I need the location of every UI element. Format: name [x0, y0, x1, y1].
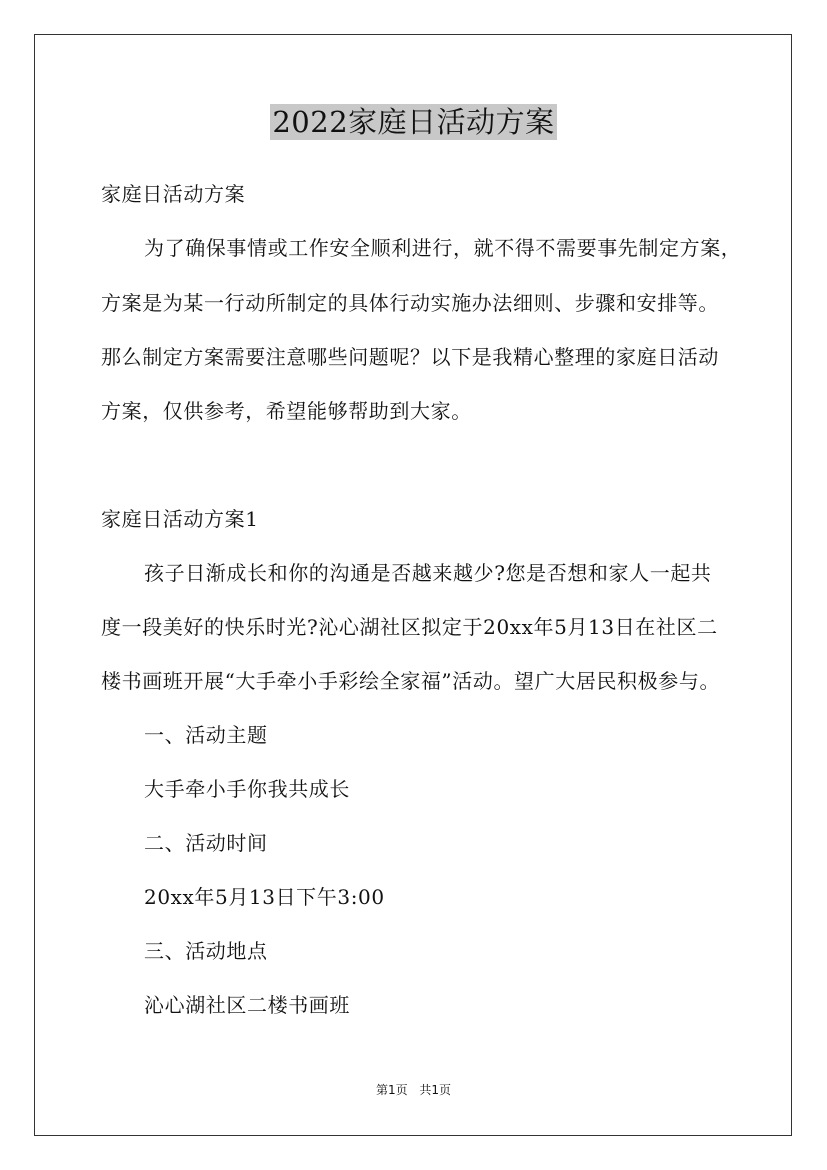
item-value-theme: 大手牵小手你我共成长	[144, 777, 350, 801]
document-title: 2022家庭日活动方案	[272, 105, 555, 139]
item-heading-theme: 一、活动主题	[144, 723, 268, 747]
body-line-3: 楼书画班开展“大手牵小手彩绘全家福”活动。望广大居民积极参与。	[101, 669, 721, 693]
item-value-location: 沁心湖社区二楼书画班	[144, 993, 350, 1017]
intro-line-2: 方案是为某一行动所制定的具体行动实施办法细则、步骤和安排等。	[101, 291, 719, 315]
body-line-1: 孩子日渐成长和你的沟通是否越来越少?您是否想和家人一起共	[144, 561, 712, 585]
intro-line-4: 方案，仅供参考，希望能够帮助到大家。	[101, 399, 472, 423]
page-footer: 第1页 共1页	[375, 1083, 452, 1097]
section-heading: 家庭日活动方案1	[101, 507, 259, 531]
item-heading-location: 三、活动地点	[144, 939, 268, 963]
item-heading-time: 二、活动时间	[144, 831, 268, 855]
item-value-time: 20xx年5月13日下午3:00	[144, 885, 385, 909]
document-subtitle: 家庭日活动方案	[101, 182, 246, 206]
intro-line-3: 那么制定方案需要注意哪些问题呢？以下是我精心整理的家庭日活动	[101, 345, 719, 369]
body-line-2: 度一段美好的快乐时光?沁心湖社区拟定于20xx年5月13日在社区二	[101, 615, 718, 639]
title-container	[0, 104, 827, 140]
intro-line-1: 为了确保事情或工作安全顺利进行，就不得不需要事先制定方案，	[144, 236, 742, 260]
